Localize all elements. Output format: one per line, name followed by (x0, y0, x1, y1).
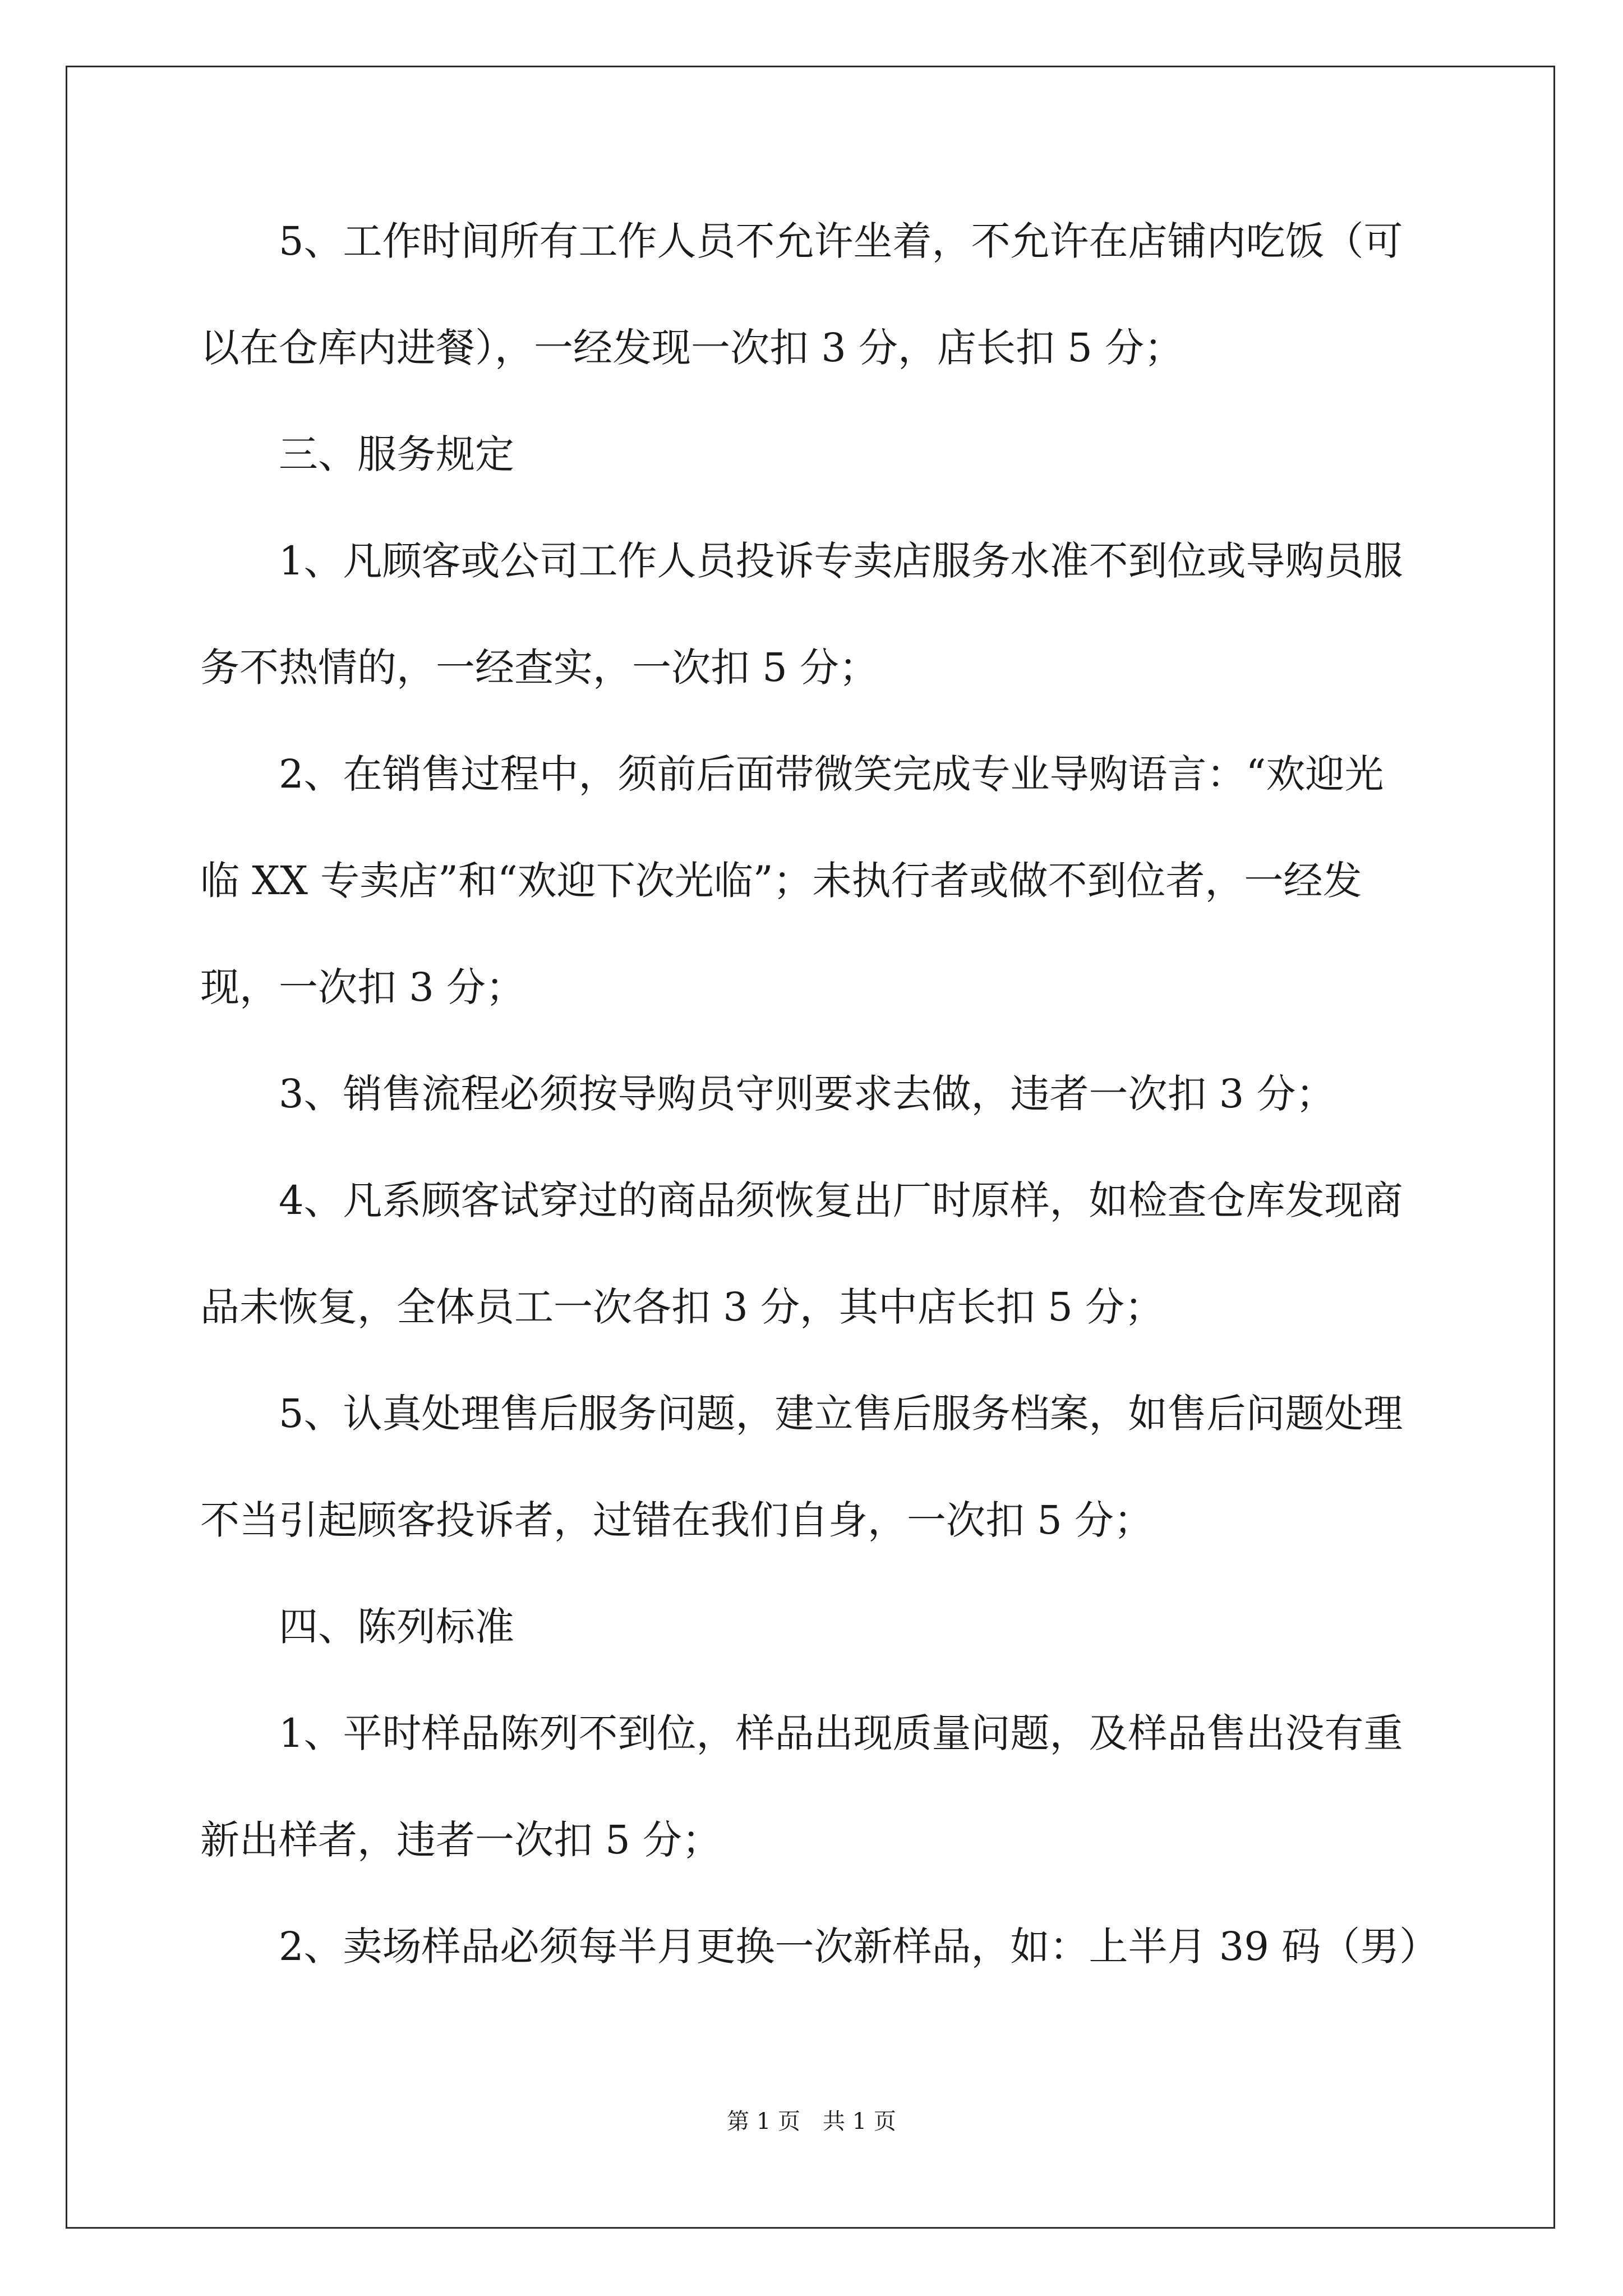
paragraph-line: 不当引起顾客投诉者，过错在我们自身，一次扣 5 分； (200, 1497, 1154, 1543)
paragraph-line: 1、凡顾客或公司工作人员投诉专卖店服务水准不到位或导购员服 (279, 538, 1403, 584)
page-border (66, 66, 1555, 2229)
paragraph-line: 现，一次扣 3 分； (200, 964, 525, 1010)
page-number-footer: 第 1 页 共 1 页 (727, 2109, 896, 2134)
paragraph-line: 4、凡系顾客试穿过的商品须恢复出厂时原样，如检查仓库发现商 (279, 1177, 1403, 1223)
section-heading: 四、陈列标准 (279, 1604, 514, 1650)
paragraph-line: 2、卖场样品必须每半月更换一次新样品，如：上半月 39 码（男） (279, 1924, 1439, 1970)
paragraph-line: 临 XX 专卖店”和“欢迎下次光临”；未执行者或做不到位者，一经发 (200, 858, 1362, 904)
paragraph-line: 1、平时样品陈列不到位，样品出现质量问题，及样品售出没有重 (279, 1710, 1403, 1756)
paragraph-line: 以在仓库内进餐），一经发现一次扣 3 分，店长扣 5 分； (200, 325, 1184, 371)
paragraph-line: 3、销售流程必须按导购员守则要求去做，违者一次扣 3 分； (279, 1071, 1335, 1117)
paragraph-line: 5、认真处理售后服务问题，建立售后服务档案，如售后问题处理 (279, 1391, 1403, 1437)
paragraph-line: 2、在销售过程中，须前后面带微笑完成专业导购语言：“欢迎光 (279, 751, 1384, 797)
paragraph-line: 务不热情的，一经查实，一次扣 5 分； (200, 645, 879, 691)
paragraph-line: 新出样者，违者一次扣 5 分； (200, 1817, 722, 1863)
paragraph-line: 5、工作时间所有工作人员不允许坐着，不允许在店铺内吃饭（可 (279, 218, 1403, 264)
section-heading: 三、服务规定 (279, 431, 514, 477)
paragraph-line: 品未恢复，全体员工一次各扣 3 分，其中店长扣 5 分； (200, 1284, 1164, 1330)
